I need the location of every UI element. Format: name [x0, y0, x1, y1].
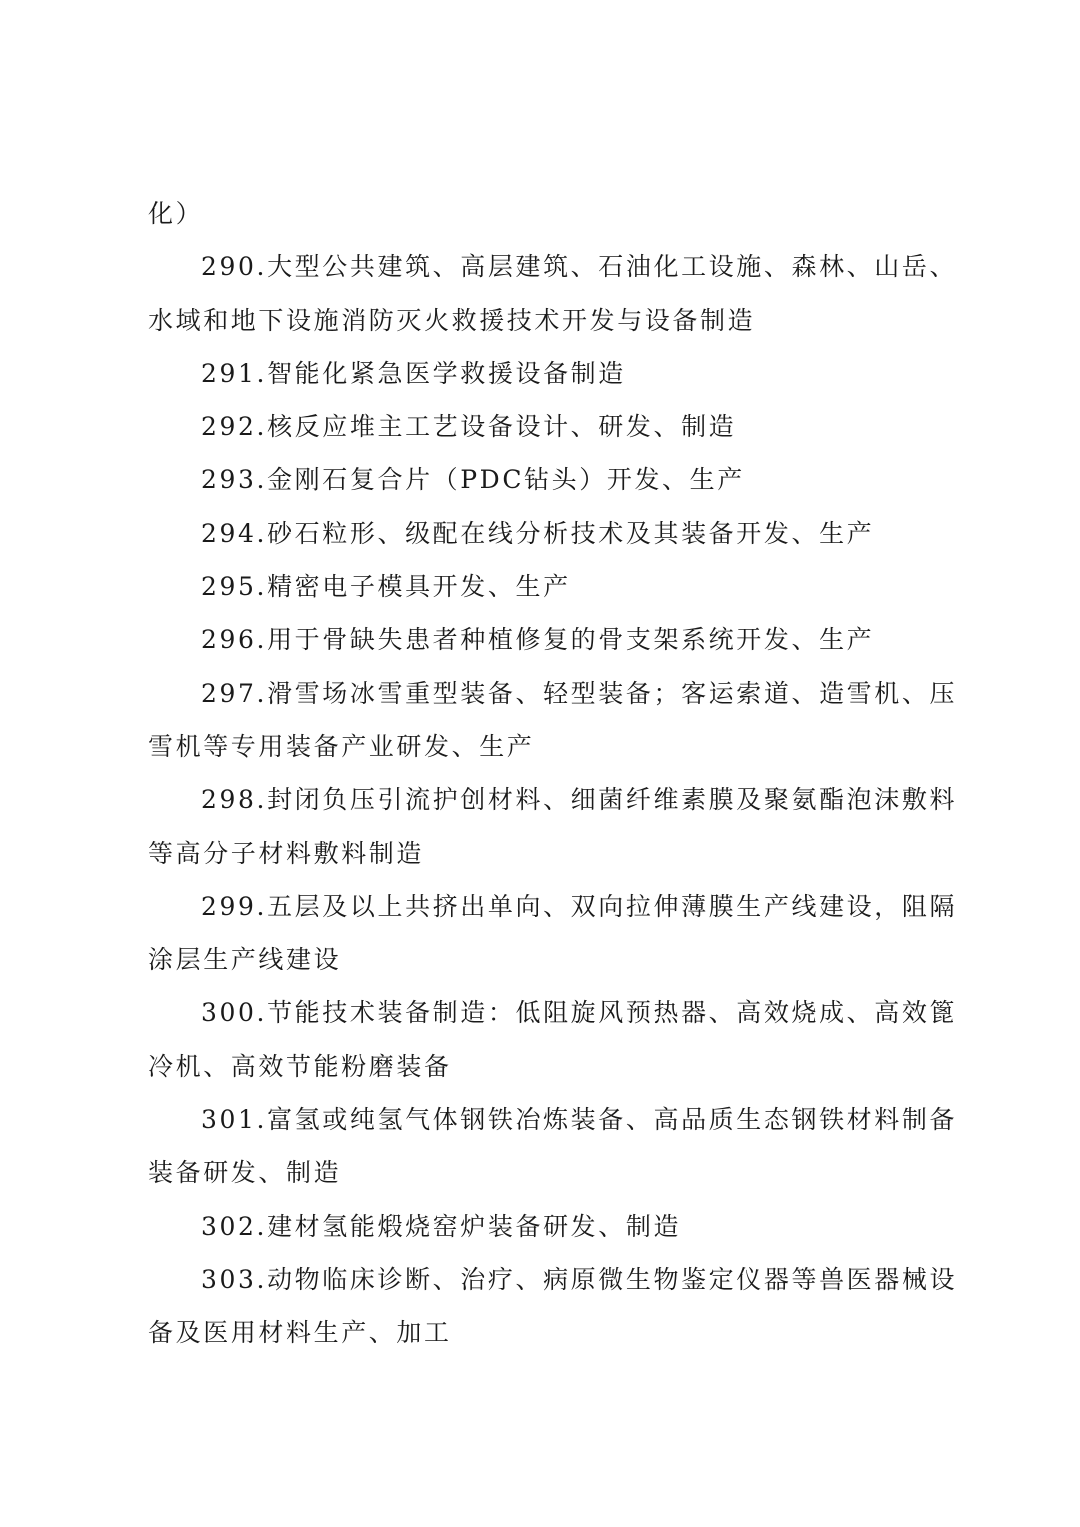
list-item-295: 295.精密电子模具开发、生产 — [201, 572, 571, 602]
text-line: 备及医用材料生产、加工 — [148, 1318, 452, 1348]
list-item-294: 294.砂石粒形、级配在线分析技术及其装备开发、生产 — [201, 518, 875, 548]
text-line: 涂层生产线建设 — [148, 945, 342, 975]
list-item-302: 302.建材氢能煅烧窑炉装备研发、制造 — [201, 1211, 682, 1241]
list-item-301: 301.富氢或纯氢气体钢铁冶炼装备、高品质生态钢铁材料制备 — [201, 1105, 958, 1135]
text-line: 雪机等专用装备产业研发、生产 — [148, 731, 535, 761]
list-item-293: 293.金刚石复合片（PDC钻头）开发、生产 — [201, 465, 745, 495]
list-item-290: 290.大型公共建筑、高层建筑、石油化工设施、森林、山岳、 — [201, 252, 958, 282]
list-item-298: 298.封闭负压引流护创材料、细菌纤维素膜及聚氨酯泡沫敷料 — [201, 785, 958, 815]
text-line: 等高分子材料敷料制造 — [148, 838, 425, 868]
text-line: 装备研发、制造 — [148, 1158, 342, 1188]
list-item-291: 291.智能化紧急医学救援设备制造 — [201, 358, 626, 388]
list-item-300: 300.节能技术装备制造：低阻旋风预热器、高效烧成、高效篦 — [201, 998, 958, 1028]
text-line: 冷机、高效节能粉磨装备 — [148, 1051, 452, 1081]
list-item-299: 299.五层及以上共挤出单向、双向拉伸薄膜生产线建设，阻隔 — [201, 891, 958, 921]
list-item-296: 296.用于骨缺失患者种植修复的骨支架系统开发、生产 — [201, 625, 875, 655]
text-line: 水域和地下设施消防灭火救援技术开发与设备制造 — [148, 305, 756, 335]
list-item-292: 292.核反应堆主工艺设备设计、研发、制造 — [201, 412, 737, 442]
list-item-297: 297.滑雪场冰雪重型装备、轻型装备；客运索道、造雪机、压 — [201, 678, 958, 708]
document-body — [148, 187, 958, 1360]
list-item-303: 303.动物临床诊断、治疗、病原微生物鉴定仪器等兽医器械设 — [201, 1264, 958, 1294]
text-line: 化） — [148, 199, 204, 228]
